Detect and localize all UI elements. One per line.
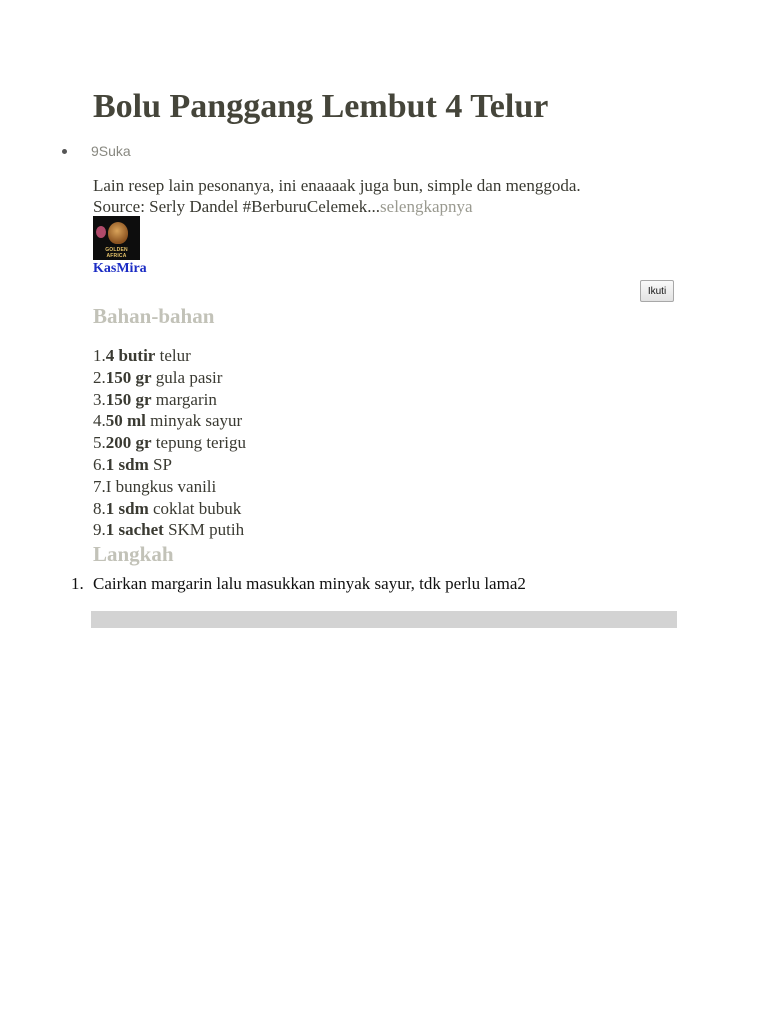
ingredient-name: gula pasir: [151, 367, 223, 387]
ingredient-item: [93, 498, 246, 520]
ingredient-number: 4.: [93, 411, 106, 431]
ingredient-quantity: 4 butir: [105, 346, 156, 365]
avatar-flower-shape: [96, 226, 106, 238]
step-number: 1.: [71, 574, 84, 593]
ingredient-number: 8.: [93, 498, 106, 518]
ingredient-number: 2.: [93, 367, 106, 387]
ingredient-item: [93, 432, 246, 454]
ingredient-quantity: 1 sdm: [105, 454, 149, 474]
ingredient-item: [93, 454, 246, 476]
ingredient-number: 3.: [93, 389, 106, 409]
bullet-icon: [62, 149, 67, 154]
description-line-2: Source: Serly Dandel #BerburuCelemek...: [93, 197, 381, 216]
ingredient-item: [93, 410, 246, 432]
steps-list: [71, 573, 526, 594]
likes-count[interactable]: [62, 142, 131, 160]
ingredient-name: SKM putih: [163, 520, 245, 540]
ingredient-number: 6.: [93, 454, 106, 474]
ingredient-quantity: 50 ml: [105, 411, 146, 431]
ingredient-name: coklat bubuk: [148, 498, 242, 518]
likes-label: 9Suka: [91, 143, 131, 159]
ingredient-name: SP: [148, 454, 172, 474]
ingredient-number: 5.: [93, 433, 106, 453]
ingredient-item: [93, 476, 246, 498]
ingredient-quantity: 150 gr: [105, 367, 152, 387]
ingredient-item: [93, 345, 246, 367]
avatar-portrait-shape: [108, 222, 128, 244]
ingredients-list: [93, 345, 246, 541]
ingredient-name: margarin: [151, 389, 217, 409]
steps-heading: Langkah: [93, 542, 174, 566]
ingredient-name: I bungkus vanili: [105, 476, 217, 496]
avatar-caption: GOLDEN AFRICA: [105, 247, 128, 259]
ingredient-name: telur: [155, 346, 191, 365]
description-line-1: Lain resep lain pesonanya, ini enaaaak juga bun, simple dan menggoda.: [93, 176, 581, 195]
follow-button[interactable]: Ikuti: [640, 280, 674, 302]
ingredient-item: [93, 389, 246, 411]
ingredient-number: 9.: [93, 520, 106, 540]
ingredient-quantity: 200 gr: [105, 433, 152, 453]
step-image-placeholder: [91, 611, 677, 628]
ingredient-number: 7.: [93, 476, 106, 496]
ingredient-quantity: 150 gr: [105, 389, 152, 409]
ingredient-number: 1.: [93, 346, 106, 365]
ingredient-name: minyak sayur: [145, 411, 243, 431]
author-avatar[interactable]: [93, 216, 140, 260]
ingredient-name: tepung terigu: [151, 433, 246, 453]
author-name-link[interactable]: KasMira: [93, 261, 147, 276]
ingredient-quantity: 1 sachet: [105, 520, 164, 540]
ingredients-heading: Bahan-bahan: [93, 304, 215, 328]
read-more-link[interactable]: selengkapnya: [380, 197, 473, 216]
step-item: [71, 573, 526, 594]
ingredient-item: [93, 519, 246, 541]
step-text: Cairkan margarin lalu masukkan minyak sayur, tdk perlu lama2: [93, 574, 526, 593]
ingredient-quantity: 1 sdm: [105, 498, 149, 518]
recipe-title: Bolu Panggang Lembut 4 Telur: [93, 88, 549, 125]
ingredient-item: [93, 367, 246, 389]
recipe-description: [93, 175, 693, 217]
